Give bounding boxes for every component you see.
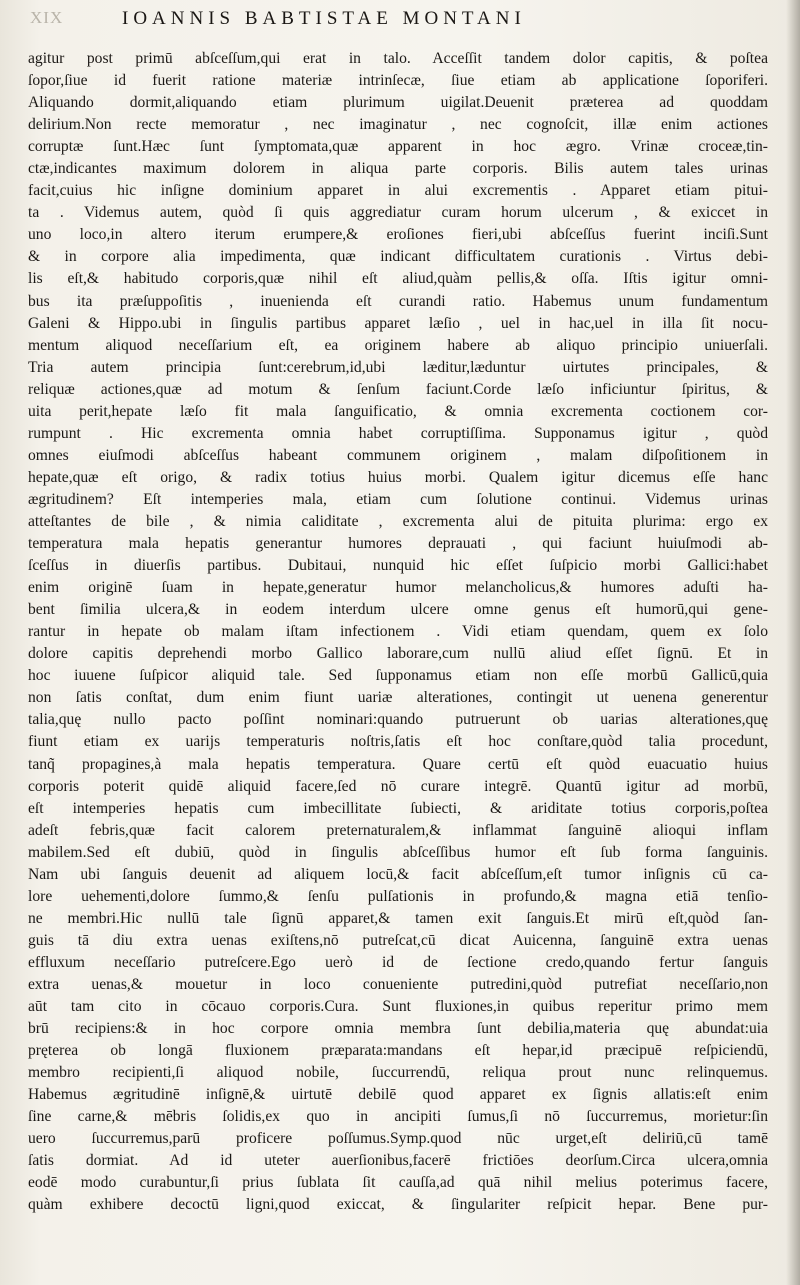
text-line: uero ſuccurremus,parū proficere poſſumus.Symp.quod nūc urget,eſt deliriū,cū tamē bbox=[28, 1130, 768, 1148]
text-line: uno loco,in altero iterum erumpere,& eroſiones fieri,ubi abſceſſus fuerint inciſi.Sunt bbox=[28, 226, 768, 244]
text-line: Galeni & Hippo.ubi in ſingulis partibus apparet læſio , uel in hac,uel in illa ſit nocu- bbox=[28, 314, 768, 332]
text-line: Nam ubi ſanguis deuenit ad aliquem locū,& facit abſceſſum,eſt tumor inſignis cū ca- bbox=[28, 865, 768, 883]
text-line: eodē modo curabuntur,ſi prius ſublata ſit cauſſa,ad quā nihil melius poterimus facere, bbox=[28, 1174, 768, 1192]
text-line: ægritudinem? Eſt intemperies mala, etiam cum ſolutione continui. Videmus urinas bbox=[28, 490, 768, 508]
text-line: temperatura mala hepatis generantur humores deprauati , qui faciunt huiuſmodi ab- bbox=[28, 535, 768, 553]
text-line: Habemus ægritudinē inſignē,& uirtutē debilē quod apparet ex ſignis allatis:eſt enim bbox=[28, 1086, 768, 1104]
text-line: ctæ,indicantes maximum dolorem in aliqua parte corporis. Bilis autem tales urinas bbox=[28, 160, 768, 178]
text-line: ſceſſus in diuerſis partibus. Dubitaui, nunquid hic eſſet ſuſpicio morbi Gallici:habet bbox=[28, 557, 768, 575]
text-line: ſine carne,& mēbris ſolidis,ex quo in ancipiti ſumus,ſi nō ſuccurremus, morietur:ſin bbox=[28, 1108, 768, 1126]
text-line: lis eſt,& habitudo corporis,quæ nihil eſt aliud,quàm pellis,& oſſa. Iſtis igitur omni- bbox=[28, 270, 768, 288]
text-line: uita perit,hepate læſo fit mala ſanguificatio, & omnia excrementa coctionem cor- bbox=[28, 402, 768, 420]
text-line: ta . Videmus autem, quòd ſi quis aggrediatur curam horum ulcerum , & exiccet in bbox=[28, 204, 768, 222]
text-line: adeſt febris,quæ facit calorem preternaturalem,& inflammat ſanguinē alioqui inflam bbox=[28, 821, 768, 839]
text-line: omnes eiuſmodi abſceſſus habeant communem originem , malam diſpoſitionem in bbox=[28, 446, 768, 464]
text-line: Aliquando dormit,aliquando etiam plurimum uigilat.Deuenit præterea ad quoddam bbox=[28, 94, 768, 112]
text-line: & in corpore alia impedimenta, quæ indicant difficultatem curationis . Virtus debi- bbox=[28, 248, 768, 266]
text-line: delirium.Non recte memoratur , nec imaginatur , nec cognoſcit, illæ enim actiones bbox=[28, 116, 768, 134]
text-line: bent ſimilia ulcera,& in eodem interdum ulcere omne genus eſt humorū,qui gene- bbox=[28, 601, 768, 619]
text-line: mentum aliquod neceſſarium eſt, ea originem habere ab aliquo principio uniuerſali. bbox=[28, 336, 768, 354]
folio-number: XIX bbox=[30, 8, 64, 27]
text-line: ſopor,ſiue id fuerit ratione materiæ intrinſecæ, ſiue etiam ab applicatione ſoporiferi. bbox=[28, 72, 768, 90]
text-line: talia,quę nullo pacto poſſint nominari:quando putruerunt ob uarias alterationes,quę bbox=[28, 711, 768, 729]
text-line: non ſatis conſtat, dum enim fiunt uariæ alterationes, contingit ut uenena generentur bbox=[28, 689, 768, 707]
text-line: effluxum neceſſario putreſcere.Ego uerò id de ſectione credo,quando fertur ſanguis bbox=[28, 953, 768, 971]
text-line: corruptæ ſunt.Hæc ſunt ſymptomata,quæ apparent in hoc ægro. Vrinæ croceæ,tin- bbox=[28, 138, 768, 156]
text-line: agitur post primū abſceſſum,qui erat in talo. Acceſſit tandem dolor capitis, & poſtea bbox=[28, 50, 768, 67]
text-line: brū recipiens:& in hoc corpore omnia membra ſunt debilia,materia quę abundat:uia bbox=[28, 1020, 768, 1038]
text-line: mabilem.Sed eſt dubiū, quòd in ſingulis abſceſſibus humor eſt ſub forma ſanguinis. bbox=[28, 843, 768, 861]
body-text bbox=[28, 48, 768, 1216]
running-head: IOANNIS BABTISTAE MONTANI bbox=[122, 8, 526, 29]
text-line: dolore capitis deprehendi morbo Gallico laborare,cum nullū aliud eſſet ſignū. Et in bbox=[28, 645, 768, 663]
text-line: facit,cuius hic inſigne dominium apparet in alui excrementis . Apparet etiam pitui- bbox=[28, 182, 768, 200]
text-line: hoc iuuene ſuſpicor aliquid tale. Sed ſupponamus etiam non eſſe morbū Gallicū,quia bbox=[28, 667, 768, 685]
text-line: extra uenas,& mouetur in loco conueniente putredini,quòd putrefiat neceſſario,non bbox=[28, 975, 768, 993]
text-line: eſt intemperies hepatis cum imbecillitate ſubiecti, & ariditate totius corporis,poſtea bbox=[28, 799, 768, 817]
text-line: rantur in hepate ob malam iſtam infectionem . Vidi etiam quendam, quem ex ſolo bbox=[28, 623, 768, 641]
text-line: aūt tam cito in cōcauo corporis.Cura. Sunt fluxiones,in quibus reperitur primo mem bbox=[28, 998, 768, 1016]
text-line: Tria autem principia ſunt:cerebrum,id,ubi læditur,læduntur uirtutes principales, & bbox=[28, 358, 768, 376]
text-line: pręterea ob longā fluxionem præparata:mandans eſt hepar,id præcipuē reſpiciendū, bbox=[28, 1042, 768, 1060]
text-line: tanq̃ propagines,à mala hepatis temperatura. Quare certū eſt quòd euacuatio huius bbox=[28, 755, 768, 773]
text-line: atteſtantes de bile , & nimia caliditate , excrementa alui de pituita plurima: ergo ex bbox=[28, 512, 768, 530]
text-line: quàm exhibere decoctū ligni,quod exiccat, & ſingulariter reſpicit hepar. Bene pur- bbox=[28, 1196, 768, 1214]
text-line: enim originē ſuam in hepate,generatur humor melancholicus,& humores aduſti ha- bbox=[28, 579, 768, 597]
page-edge-shadow bbox=[786, 0, 800, 1285]
text-line: membro recipienti,ſi aliquod nobile, ſuccurrendū, reliqua prout nunc relinquemus. bbox=[28, 1064, 768, 1082]
text-line: ne membri.Hic nullū tale ſignū apparet,& tamen exit ſanguis.Et mirū eſt,quòd ſan- bbox=[28, 909, 768, 927]
text-line: reliquæ actiones,quæ ad motum & ſenſum faciunt.Corde læſo inficiuntur ſpiritus, & bbox=[28, 380, 768, 398]
text-line: fiunt etiam ex uarijs temperaturis noſtris,ſatis eſt hoc conſtare,quòd talia procedunt, bbox=[28, 733, 768, 751]
text-line: ſatis dormiat. Ad id uteter auerſionibus,facerē frictiōes deorſum.Circa ulcera,omnia bbox=[28, 1152, 768, 1170]
text-line: corporis poterit quidē aliquid facere,ſed nō curare integrē. Quantū igitur ad morbū, bbox=[28, 777, 768, 795]
text-line: rumpunt . Hic excrementa omnia habet corruptiſſima. Supponamus igitur , quòd bbox=[28, 424, 768, 442]
text-line: bus ita præſuppoſitis , inuenienda eſt curandi ratio. Habemus unum fundamentum bbox=[28, 292, 768, 310]
text-line: hepate,quæ eſt origo, & radix totius huius morbi. Qualem igitur dicemus eſſe hanc bbox=[28, 468, 768, 486]
text-line: guis tā diu extra uenas exiſtens,nō putreſcat,cū dicat Auicenna, ſanguinē extra uenas bbox=[28, 931, 768, 949]
text-line: lore uehementi,dolore ſummo,& ſenſu pulſationis in profundo,& magna etiā tenſio- bbox=[28, 887, 768, 905]
